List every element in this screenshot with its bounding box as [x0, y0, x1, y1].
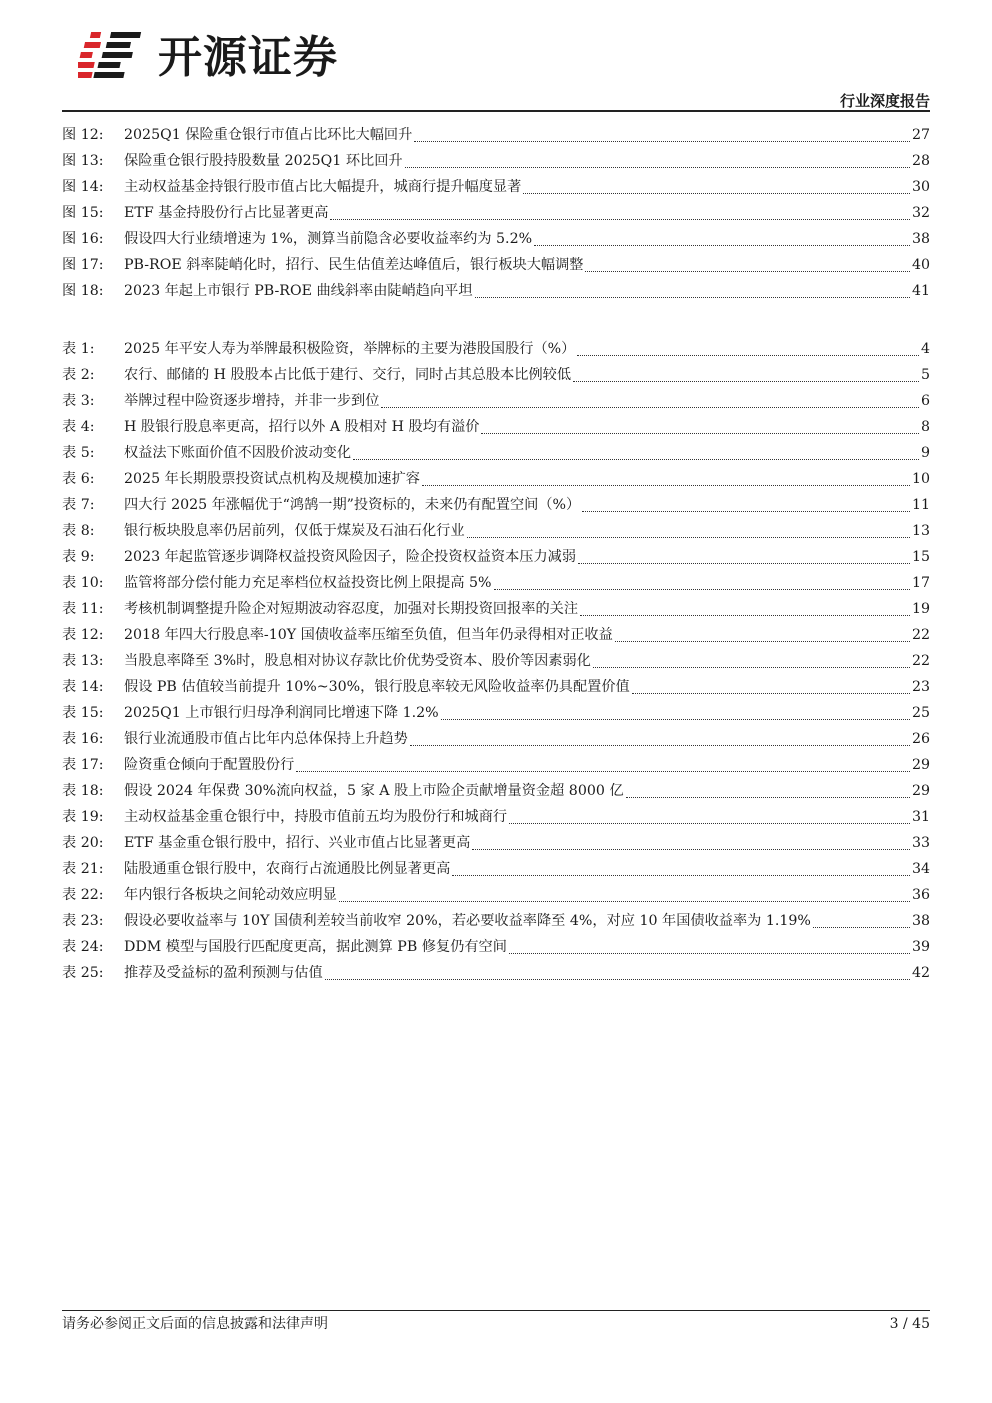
figure-entry-page: 41	[911, 283, 930, 299]
dot-leader	[573, 380, 919, 382]
table-entry-label: 表 16:	[62, 731, 104, 747]
table-list	[62, 336, 930, 986]
dot-leader	[509, 952, 910, 954]
table-entry-page: 29	[911, 757, 930, 773]
figure-entry-title: 主动权益基金持银行股市值占比大幅提升，城商行提升幅度显著	[124, 179, 522, 195]
table-entry-label: 表 3:	[62, 393, 95, 409]
table-entry[interactable]	[62, 726, 930, 752]
table-entry-title: 假设 2024 年保费 30%流向权益，5 家 A 股上市险企贡献增量资金超 8000 亿	[124, 783, 624, 799]
dot-leader	[339, 900, 910, 902]
table-entry-label: 表 8:	[62, 523, 95, 539]
figure-entry-page: 27	[911, 127, 930, 143]
footer-divider	[62, 1310, 930, 1311]
figure-entry-page: 32	[911, 205, 930, 221]
figure-entry[interactable]	[62, 200, 930, 226]
table-entry-page: 23	[911, 679, 930, 695]
table-entry-page: 5	[920, 367, 930, 383]
table-entry[interactable]	[62, 440, 930, 466]
table-entry[interactable]	[62, 596, 930, 622]
table-entry-label: 表 12:	[62, 627, 104, 643]
table-entry-label: 表 23:	[62, 913, 104, 929]
table-entry-label: 表 9:	[62, 549, 95, 565]
dot-leader	[325, 978, 910, 980]
table-entry[interactable]	[62, 908, 930, 934]
table-entry-page: 22	[911, 627, 930, 643]
dot-leader	[422, 484, 910, 486]
table-entry-title: 权益法下账面价值不因股价波动变化	[124, 445, 352, 461]
figure-entry-label: 图 16:	[62, 231, 104, 247]
table-entry-title: ETF 基金重仓银行股中，招行、兴业市值占比显著更高	[124, 835, 471, 851]
table-entry-title: H 股银行股息率更高，招行以外 A 股相对 H 股均有溢价	[124, 419, 480, 435]
dot-leader	[452, 874, 910, 876]
dot-leader	[534, 244, 910, 246]
dot-leader	[593, 666, 910, 668]
page-number: 3 / 45	[889, 1316, 930, 1332]
table-entry-label: 表 6:	[62, 471, 95, 487]
dot-leader	[330, 218, 910, 220]
table-entry-title: 四大行 2025 年涨幅优于“鸿鹄一期”投资标的，未来仍有配置空间（%）	[124, 497, 581, 513]
dot-leader	[582, 510, 910, 512]
table-entry-title: 2025 年长期股票投资试点机构及规模加速扩容	[124, 471, 420, 487]
dot-leader	[405, 166, 910, 168]
table-entry-page: 15	[911, 549, 930, 565]
table-entry-label: 表 15:	[62, 705, 104, 721]
table-entry-label: 表 1:	[62, 341, 95, 357]
table-entry[interactable]	[62, 648, 930, 674]
dot-leader	[509, 822, 910, 824]
table-entry-page: 6	[920, 393, 930, 409]
dot-leader	[585, 270, 909, 272]
figure-entry-label: 图 14:	[62, 179, 104, 195]
figure-entry[interactable]	[62, 278, 930, 304]
table-entry-page: 31	[911, 809, 930, 825]
table-entry[interactable]	[62, 570, 930, 596]
table-entry-page: 42	[911, 965, 930, 981]
table-entry[interactable]	[62, 934, 930, 960]
dot-leader	[353, 458, 919, 460]
table-entry-title: 监管将部分偿付能力充足率档位权益投资比例上限提高 5%	[124, 575, 492, 591]
brand-name: 开源证券	[158, 32, 338, 83]
table-entry-title: DDM 模型与国股行匹配度更高，据此测算 PB 修复仍有空间	[124, 939, 507, 955]
kaiyuan-logo-icon	[78, 28, 150, 88]
dot-leader	[472, 848, 910, 850]
table-entry-title: 陆股通重仓银行股中，农商行占流通股比例显著更高	[124, 861, 451, 877]
table-entry-title: 举牌过程中险资逐步增持，并非一步到位	[124, 393, 380, 409]
table-entry-title: 主动权益基金重仓银行中，持股市值前五均为股份行和城商行	[124, 809, 508, 825]
dot-leader	[410, 744, 910, 746]
table-entry-label: 表 19:	[62, 809, 104, 825]
figure-entry-label: 图 15:	[62, 205, 104, 221]
table-entry-label: 表 22:	[62, 887, 104, 903]
table-entry-page: 38	[911, 913, 930, 929]
table-entry-page: 9	[920, 445, 930, 461]
dot-leader	[578, 562, 910, 564]
dot-leader	[296, 770, 910, 772]
dot-leader	[494, 588, 910, 590]
table-entry-page: 39	[911, 939, 930, 955]
dot-leader	[615, 640, 910, 642]
report-type: 行业深度报告	[839, 92, 930, 110]
table-entry-title: 银行业流通股市值占比年内总体保持上升趋势	[124, 731, 408, 747]
table-entry-page: 29	[911, 783, 930, 799]
table-entry-title: 年内银行各板块之间轮动效应明显	[124, 887, 337, 903]
table-entry[interactable]	[62, 622, 930, 648]
table-entry[interactable]	[62, 856, 930, 882]
figure-entry-page: 30	[911, 179, 930, 195]
table-entry-page: 10	[911, 471, 930, 487]
table-entry-title: 农行、邮储的 H 股股本占比低于建行、交行，同时占其总股本比例较低	[124, 367, 572, 383]
dot-leader	[813, 926, 910, 928]
table-entry-title: 当股息率降至 3%时，股息相对协议存款比价优势受资本、股价等因素弱化	[124, 653, 591, 669]
dot-leader	[481, 432, 918, 434]
figure-entry[interactable]	[62, 252, 930, 278]
dot-leader	[626, 796, 910, 798]
figure-entry-label: 图 13:	[62, 153, 104, 169]
dot-leader	[475, 296, 910, 298]
figure-entry-page: 28	[911, 153, 930, 169]
table-entry-label: 表 11:	[62, 601, 104, 617]
figure-entry-label: 图 17:	[62, 257, 104, 273]
table-entry[interactable]	[62, 674, 930, 700]
table-entry[interactable]	[62, 544, 930, 570]
table-entry-label: 表 17:	[62, 757, 104, 773]
table-entry-label: 表 25:	[62, 965, 104, 981]
table-entry-title: 2025Q1 上市银行归母净利润同比增速下降 1.2%	[124, 705, 439, 721]
table-entry[interactable]	[62, 830, 930, 856]
table-entry[interactable]	[62, 414, 930, 440]
table-entry-label: 表 7:	[62, 497, 95, 513]
figure-entry[interactable]	[62, 174, 930, 200]
table-entry-label: 表 20:	[62, 835, 104, 851]
table-entry[interactable]	[62, 492, 930, 518]
table-entry[interactable]	[62, 804, 930, 830]
table-entry-page: 26	[911, 731, 930, 747]
table-entry[interactable]	[62, 960, 930, 986]
table-entry-title: 假设必要收益率与 10Y 国债利差较当前收窄 20%，若必要收益率降至 4%，对应 10 年国债收益率为 1.19%	[124, 913, 811, 929]
header-divider	[62, 110, 930, 112]
table-entry-page: 25	[911, 705, 930, 721]
dot-leader	[577, 354, 919, 356]
table-entry-page: 13	[911, 523, 930, 539]
table-entry-title: 2025 年平安人寿为举牌最积极险资，举牌标的主要为港股国股行（%）	[124, 341, 576, 357]
table-entry-label: 表 2:	[62, 367, 95, 383]
table-entry-label: 表 10:	[62, 575, 104, 591]
figure-entry-title: 保险重仓银行股持股数量 2025Q1 环比回升	[124, 153, 403, 169]
table-entry-label: 表 13:	[62, 653, 104, 669]
table-entry-page: 36	[911, 887, 930, 903]
table-entry-label: 表 14:	[62, 679, 104, 695]
table-entry-page: 22	[911, 653, 930, 669]
table-entry[interactable]	[62, 362, 930, 388]
table-entry[interactable]	[62, 882, 930, 908]
table-entry[interactable]	[62, 752, 930, 778]
dot-leader	[414, 140, 910, 142]
dot-leader	[467, 536, 910, 538]
table-entry-title: 推荐及受益标的盈利预测与估值	[124, 965, 323, 981]
table-entry-page: 17	[911, 575, 930, 591]
table-entry[interactable]	[62, 518, 930, 544]
figure-entry[interactable]	[62, 148, 930, 174]
table-entry-label: 表 24:	[62, 939, 104, 955]
table-entry-title: 险资重仓倾向于配置股份行	[124, 757, 295, 773]
figure-entry-label: 图 18:	[62, 283, 104, 299]
figure-entry-title: 2025Q1 保险重仓银行市值占比环比大幅回升	[124, 127, 413, 143]
table-entry-page: 34	[911, 861, 930, 877]
page-header	[0, 0, 992, 115]
figure-entry-title: PB-ROE 斜率陡峭化时，招行、民生估值差达峰值后，银行板块大幅调整	[124, 257, 584, 273]
figure-entry-page: 38	[911, 231, 930, 247]
table-entry-title: 银行板块股息率仍居前列，仅低于煤炭及石油石化行业	[124, 523, 465, 539]
table-entry-page: 8	[920, 419, 930, 435]
dot-leader	[523, 192, 910, 194]
footer-disclaimer: 请务必参阅正文后面的信息披露和法律声明	[62, 1316, 328, 1332]
table-entry-title: 假设 PB 估值较当前提升 10%~30%，银行股息率较无风险收益率仍具配置价值	[124, 679, 630, 695]
figure-list	[62, 122, 930, 304]
table-entry-page: 33	[911, 835, 930, 851]
table-entry[interactable]	[62, 778, 930, 804]
figure-entry-title: 假设四大行业绩增速为 1%，测算当前隐含必要收益率约为 5.2%	[124, 231, 533, 247]
table-entry-label: 表 5:	[62, 445, 95, 461]
table-entry-title: 考核机制调整提升险企对短期波动容忍度，加强对长期投资回报率的关注	[124, 601, 579, 617]
figure-entry[interactable]	[62, 122, 930, 148]
dot-leader	[632, 692, 910, 694]
table-entry-page: 19	[911, 601, 930, 617]
figure-entry[interactable]	[62, 226, 930, 252]
figure-entry-title: 2023 年起上市银行 PB-ROE 曲线斜率由陡峭趋向平坦	[124, 283, 473, 299]
table-entry[interactable]	[62, 466, 930, 492]
figure-entry-label: 图 12:	[62, 127, 104, 143]
table-entry-label: 表 21:	[62, 861, 104, 877]
table-entry[interactable]	[62, 336, 930, 362]
table-entry-label: 表 4:	[62, 419, 95, 435]
figure-entry-title: ETF 基金持股份行占比显著更高	[124, 205, 329, 221]
table-entry-title: 2018 年四大行股息率-10Y 国债收益率压缩至负值，但当年仍录得相对正收益	[124, 627, 613, 643]
table-entry-label: 表 18:	[62, 783, 104, 799]
dot-leader	[381, 406, 919, 408]
table-entry[interactable]	[62, 388, 930, 414]
table-entry[interactable]	[62, 700, 930, 726]
dot-leader	[580, 614, 910, 616]
table-entry-title: 2023 年起监管逐步调降权益投资风险因子，险企投资权益资本压力减弱	[124, 549, 577, 565]
table-entry-page: 4	[920, 341, 930, 357]
dot-leader	[441, 718, 910, 720]
table-entry-page: 11	[911, 497, 930, 513]
figure-entry-page: 40	[911, 257, 930, 273]
